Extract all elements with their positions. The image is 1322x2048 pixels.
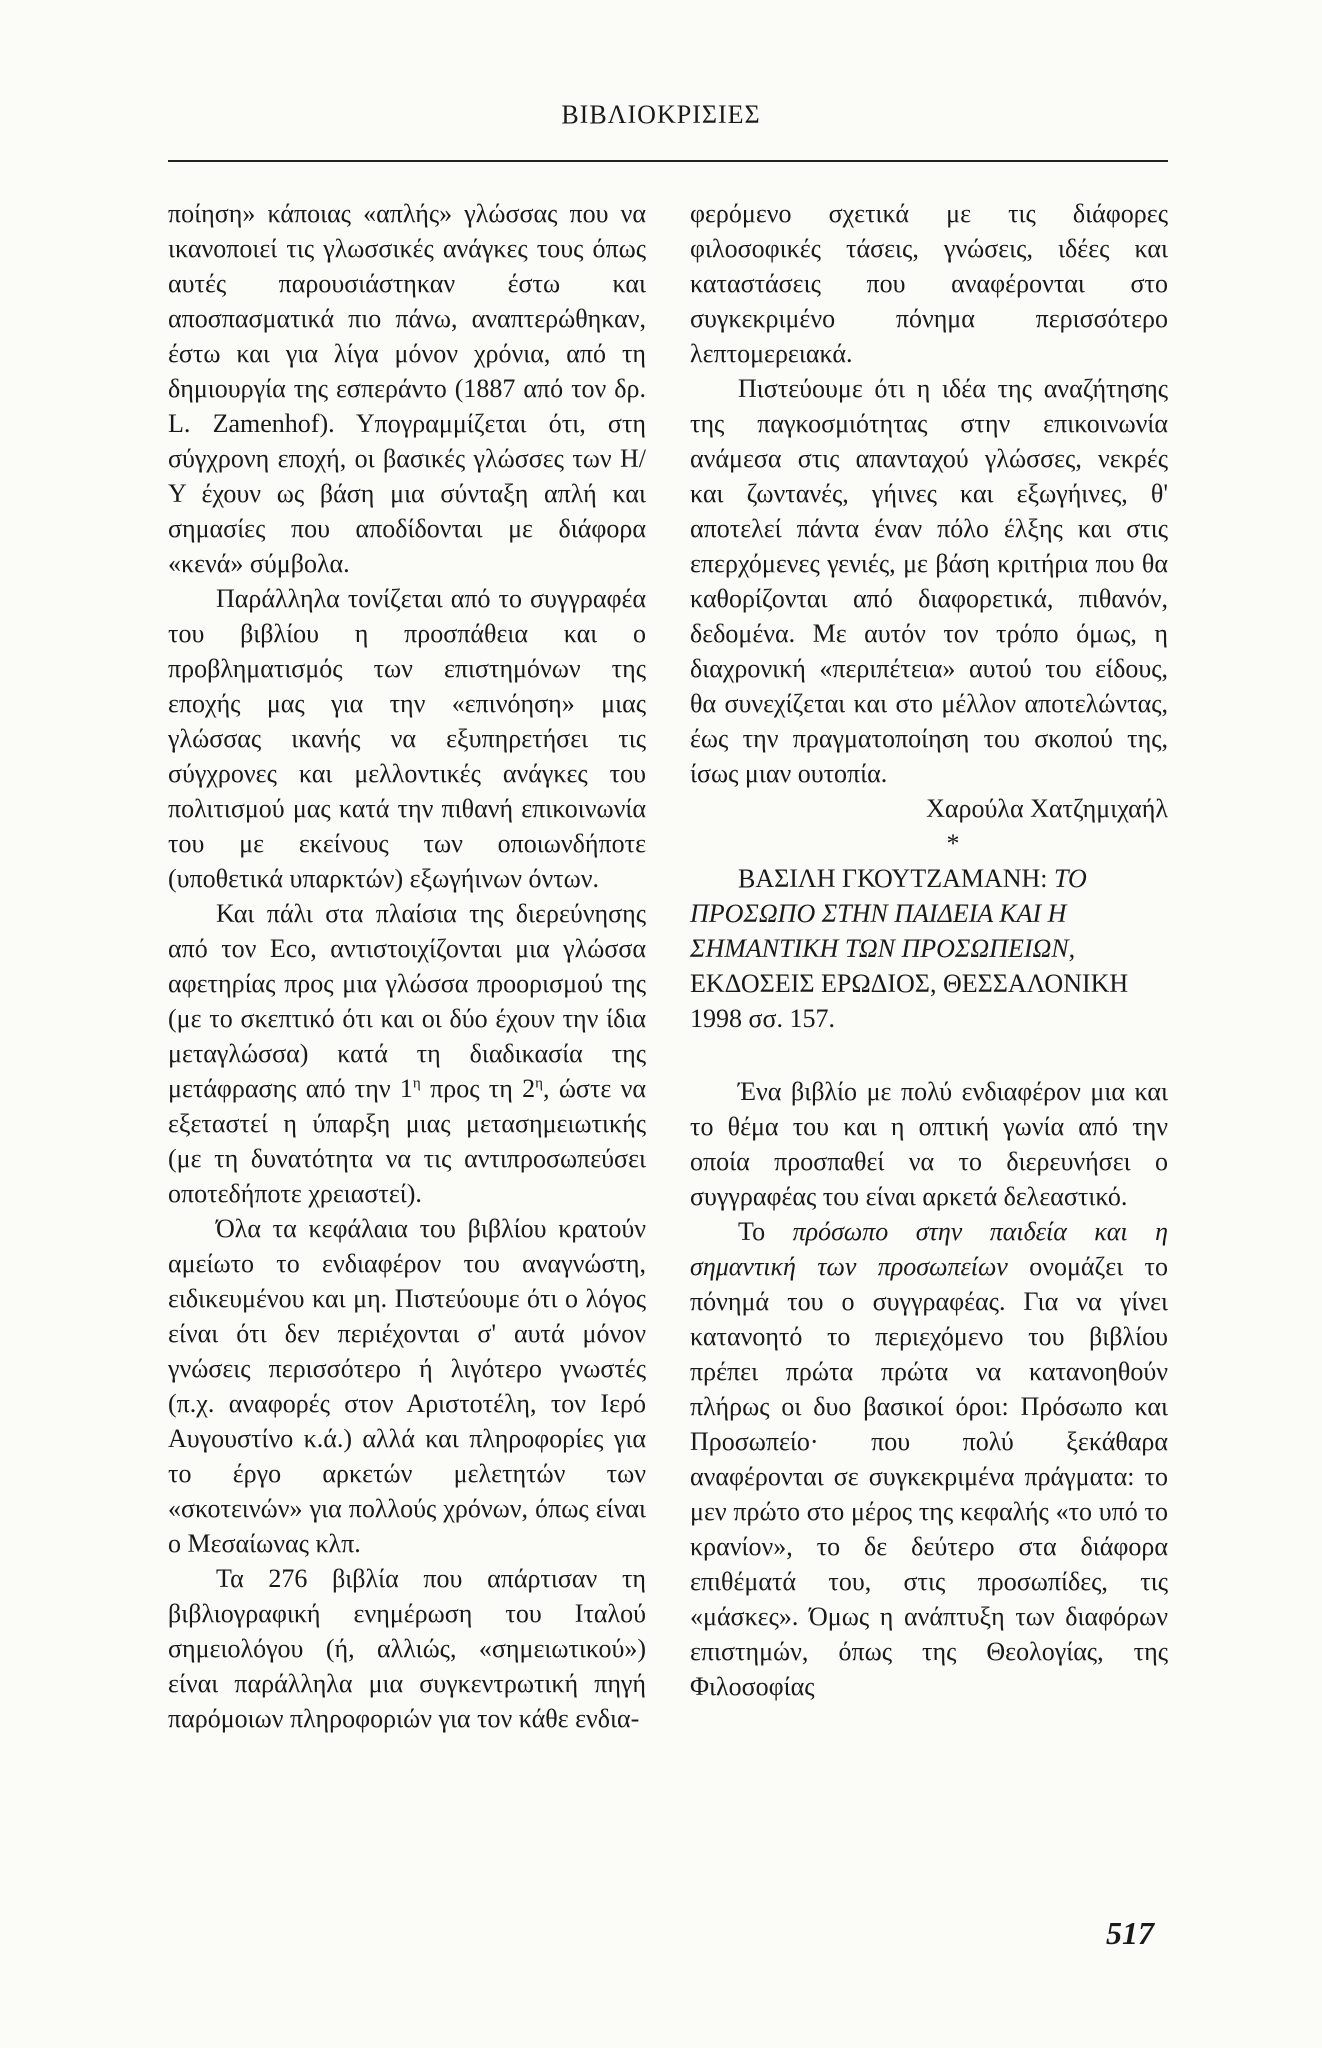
running-header: ΒΙΒΛΙΟΚΡΙΣΙΕΣ (561, 100, 761, 129)
book-title: ΤΟ ΠΡΟΣΩΠΟ ΣΤΗΝ ΠΑΙΔΕΙΑ ΚΑΙ Η ΣΗΜΑΝΤΙΚΗ ΤΩΝ ΠΡΟΣΩΠΕΙΩΝ, (690, 864, 1087, 963)
paragraph: Ένα βιβλίο με πολύ ενδιαφέρον μια και το θέμα του και η οπτική γωνία από την οποία προσπαθεί να το διερευνήσει ο συγγραφέας του είναι αρκετά δελεαστικό. (690, 1077, 1168, 1211)
left-column (168, 196, 646, 1736)
paragraph: ποίηση» κάποιας «απλής» γλώσσας που να ικανοποιεί τις γλωσσικές ανάγκες τους όπως αυτές παρουσιάστηκαν έστω και αποσπασματικά πιο πάνω, αναπτερώθηκαν, έστω και για λίγα μόνον χρόνια, από τη δημιουργία της εσπεράντο (1887 από τον δρ. L. Zamenhof). Υπογραμμίζεται ότι, στη σύγχρονη εποχή, οι βασικές γλώσσες των Η/Υ έχουν ως βάση μια σύνταξη απλή και σημασίες που αποδίδονται με διάφορα «κενά» σύμβολα. (168, 199, 646, 578)
page-number: 517 (1106, 1915, 1154, 1951)
right-column (690, 196, 1168, 1704)
book-reference (690, 861, 1168, 1036)
paragraph: φερόμενο σχετικά με τις διάφορες φιλοσοφικές τάσεις, γνώσεις, ιδέες και καταστάσεις που αναφέρονται στο συγκεκριμένο πόνημα περισσότερο λεπτομερειακά. (690, 199, 1168, 368)
paragraph: Παράλληλα τονίζεται από το συγγραφέα του βιβλίου η προσπάθεια και ο προβληματισμός των επιστημόνων της εποχής μας για την «επινόηση» μιας γλώσσας ικανής να εξυπηρετήσει τις σύγχρονες και μελλοντικές ανάγκες του πολιτισμού μας κατά την πιθανή επικοινωνία του με εκείνους των οποιωνδήποτε (υποθετικά υπαρκτών) εξωγήινων όντων. (168, 584, 646, 893)
section-separator: * (946, 829, 960, 858)
text-run: Το (738, 1217, 793, 1246)
header-rule (168, 160, 1168, 162)
text-run: Και πάλι στα πλαίσια της διερεύνησης από τον Eco, αντιστοιχίζονται μια γλώσσα αφετηρίας προς μια γλώσσα προορισμού της (με το σκεπτικό ότι και οι δύο έχουν την ίδια μεταγλώσσα) κατά τη διαδικασία της μετάφρασης από την 1 (168, 899, 646, 1103)
book-publisher: ΕΚΔΟΣΕΙΣ ΕΡΩΔΙΟΣ, ΘΕΣΣΑΛΟΝΙΚΗ (690, 969, 1129, 998)
paragraph: Πιστεύουμε ότι η ιδέα της αναζήτησης της παγκοσμιότητας στην επικοινωνία ανάμεσα στις απανταχού γλώσσες, νεκρές και ζωντανές, γήινες και εξωγήινες, θ' αποτελεί πάντα έναν πόλο έλξης και στις επερχόμενες γενιές, με βάση κριτήρια που θα καθορίζονται από διαφορετικά, πιθανόν, δεδομένα. Με αυτόν τον τρόπο όμως, η διαχρονική «περιπέτεια» αυτού του είδους, θα συνεχίζεται και στο μέλλον αποτελώντας, έως την πραγματοποίηση του σκοπού της, ίσως μιαν ουτοπία. (690, 374, 1168, 788)
superscript: η (535, 1075, 544, 1092)
text-run: προς τη 2 (420, 1074, 536, 1103)
text-run: ονομάζει το πόνημά του ο συγγραφέας. Για να γίνει κατανοητό το περιεχόμενο του βιβλίου πρέπει πρώτα πρώτα να κατανοηθούν πλήρως οι δυο βασικοί όροι: Πρόσωπο και Προσωπείο· που πολύ ξεκάθαρα αναφέρονται σε συγκεκριμένα πράγματα: το μεν πρώτο στο μέρος της κεφαλής «το υπό το κρανίον», το δε δεύτερο στα διάφορα επιθέματά του, στις προσωπίδες, τις «μάσκες». Όμως η ανάπτυξη των διαφόρων επιστημών, όπως της Θεολογίας, της Φιλοσοφίας (690, 1252, 1168, 1701)
text-run: , ώστε να εξεταστεί η ύπαρξη μιας μετασημειωτικής (με τη δυνατότητα να τις αντιπροσωπεύσει οποτεδήποτε χρειαστεί). (168, 1074, 647, 1208)
italic-title: πρόσωπο στην παιδεία και η σημαντική των προσωπείων (690, 1217, 1169, 1281)
superscript: η (412, 1075, 421, 1092)
paragraph: Τα 276 βιβλία που απάρτισαν τη βιβλιογραφική ενημέρωση του Ιταλού σημειολόγου (ή, αλλιώς, «σημειωτικού») είναι παράλληλα μια συγκεντρωτική πηγή παρόμοιων πληροφοριών για τον κάθε ενδια- (168, 1564, 646, 1733)
book-author: ΒΑΣΙΛΗ ΓΚΟΥΤΖΑΜΑΝΗ: (738, 864, 1055, 893)
book-details: 1998 σσ. 157. (690, 1004, 836, 1033)
paragraph (168, 896, 646, 1211)
paragraph (690, 1214, 1168, 1704)
review-signature: Χαρούλα Χατζημιχαήλ (926, 794, 1168, 823)
paragraph: Όλα τα κεφάλαια του βιβλίου κρατούν αμείωτο το ενδιαφέρον του αναγνώστη, ειδικευμένου και μη. Πιστεύουμε ότι ο λόγος είναι ότι δεν περιέχονται σ' αυτά μόνον γνώσεις περισσότερο ή λιγότερο γνωστές (π.χ. αναφορές στον Αριστοτέλη, τον Ιερό Αυγουστίνο κ.ά.) αλλά και πληροφορίες για το έργο αρκετών μελετητών των «σκοτεινών» για πολλούς χρόνων, όπως είναι ο Μεσαίωνας κλπ. (168, 1214, 646, 1558)
